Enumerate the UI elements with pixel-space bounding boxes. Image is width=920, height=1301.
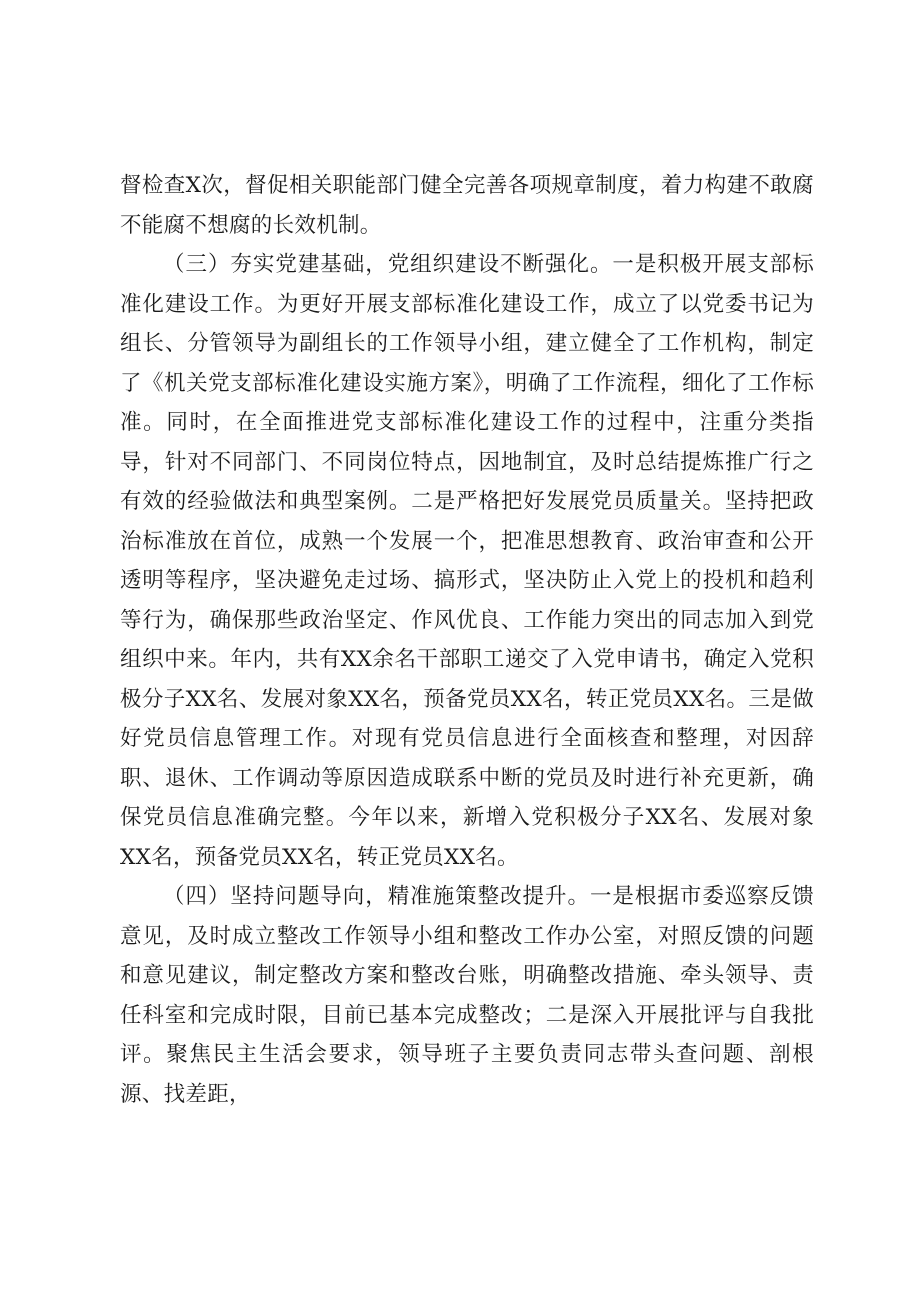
document-body xyxy=(120,166,814,1114)
paragraph-section-three: （三）夯实党建基础，党组织建设不断强化。一是积极开展支部标准化建设工作。为更好开展支部标准化建设工作，成立了以党委书记为组长、分管领导为副组长的工作领导小组，建立健全了工作机构，制定了《机关党支部标准化建设实施方案》，明确了工作流程，细化了工作标准。同时，在全面推进党支部标准化建设工作的过程中，注重分类指导，针对不同部门、不同岗位特点，因地制宜，及时总结提炼推广行之有效的经验做法和典型案例。二是严格把好发展党员质量关。坚持把政治标准放在首位，成熟一个发展一个，把准思想教育、政治审查和公开透明等程序，坚决避免走过场、搞形式，坚决防止入党上的投机和趋利等行为，确保那些政治坚定、作风优良、工作能力突出的同志加入到党组织中来。年内，共有XX余名干部职工递交了入党申请书，确定入党积极分子XX名、发展对象XX名，预备党员XX名，转正党员XX名。三是做好党员信息管理工作。对现有党员信息进行全面核查和整理，对因辞职、退休、工作调动等原因造成联系中断的党员及时进行补充更新，确保党员信息准确完整。今年以来，新增入党积极分子XX名、发展对象XX名，预备党员XX名，转正党员XX名。 xyxy=(120,252,814,870)
paragraph-section-four: （四）坚持问题导向，精准施策整改提升。一是根据市委巡察反馈意见，及时成立整改工作领导小组和整改工作办公室，对照反馈的问题和意见建议，制定整改方案和整改台账，明确整改措施、牵头领导、责任科室和完成时限，目前已基本完成整改；二是深入开展批评与自我批评。聚焦民主生活会要求，领导班子主要负责同志带头查问题、剖根源、找差距， xyxy=(120,884,814,1107)
paragraph-continuation: 督检查X次，督促相关职能部门健全完善各项规章制度，着力构建不敢腐不能腐不想腐的长效机制。 xyxy=(120,173,814,238)
